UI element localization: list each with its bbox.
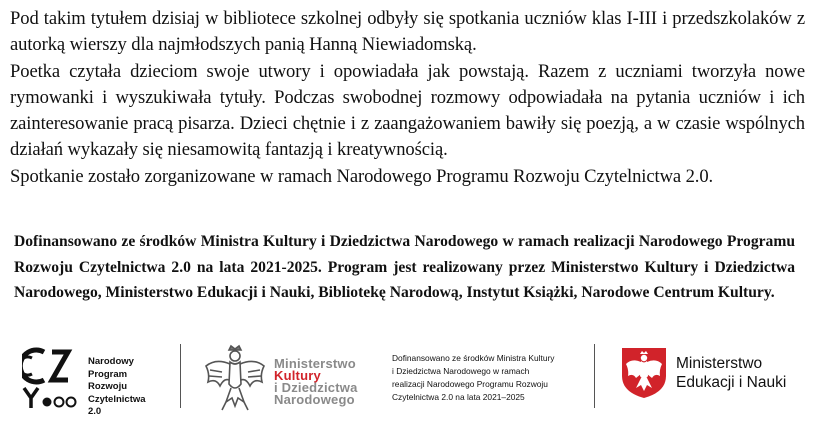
paragraph-3: Spotkanie zostało zorganizowane w ramach Narodowego Programu Rozwoju Czytelnictwa 2.0.: [10, 165, 714, 187]
nprc-logo: [22, 346, 162, 418]
funding-notice: Dofinansowano ze środków Ministra Kultury i Dziedzictwa Narodowego w ramach realizacji Narodowego Programu Rozwoju Czytelnictwa 2.0 na lata 2021-2025. Program jest realizowany przez Ministerstwo Kultury i Dziedzictwa Narodowego, Ministerstwo Edukacji i Nauki, Bibliotekę Narodową, Instytut Książki, Narodowe Centrum Kultury.: [14, 233, 795, 301]
mkdn-logo: [202, 344, 392, 416]
paragraph-2: Poetka czytała dzieciom swoje utwory i opowiadała jak powstają. Razem z uczniami tworzyła nowe rymowanki i wyszukiwała tytuły. Podczas swobodnej rozmowy odpowiadała na pytania uczniów i ich zainteresowanie pracą pisarza. Dzieci chętnie i z zaangażowaniem bawiły się poezją, a w czasie wspólnych działań wykazały się niesamowitą fantazją i kreatywnością.: [10, 60, 805, 161]
logo-divider: [180, 344, 181, 408]
nprc-logo-icon: [22, 346, 82, 412]
article-body: [10, 6, 805, 190]
red-shield-eagle-icon: [620, 346, 668, 400]
mkdn-logo-text: Ministerstwo Kultury i Dziedzictwa Narodowego: [274, 356, 358, 407]
logo-strip: [0, 338, 813, 438]
nprc-logo-text: Narodowy Program Rozwoju Czytelnictwa 2.0: [88, 356, 146, 417]
men-logo: [620, 346, 800, 406]
men-logo-text: Ministerstwo Edukacji i Nauki: [676, 355, 787, 391]
paragraph-1: Pod takim tytułem dzisiaj w bibliotece szkolnej odbyły się spotkania uczniów klas I-III i przedszkolaków z autorką wierszy dla najmłodszych panią Hanną Niewiadomską.: [10, 8, 805, 56]
logo-funding-note: Dofinansowano ze środków Ministra Kultury i Dziedzictwa Narodowego w ramach realizacji Narodowego Programu Rozwoju Czytelnictwa 2.0 na lata 2021–2025: [392, 353, 555, 402]
logo-divider: [594, 344, 595, 408]
eagle-emblem-icon: [202, 344, 268, 414]
